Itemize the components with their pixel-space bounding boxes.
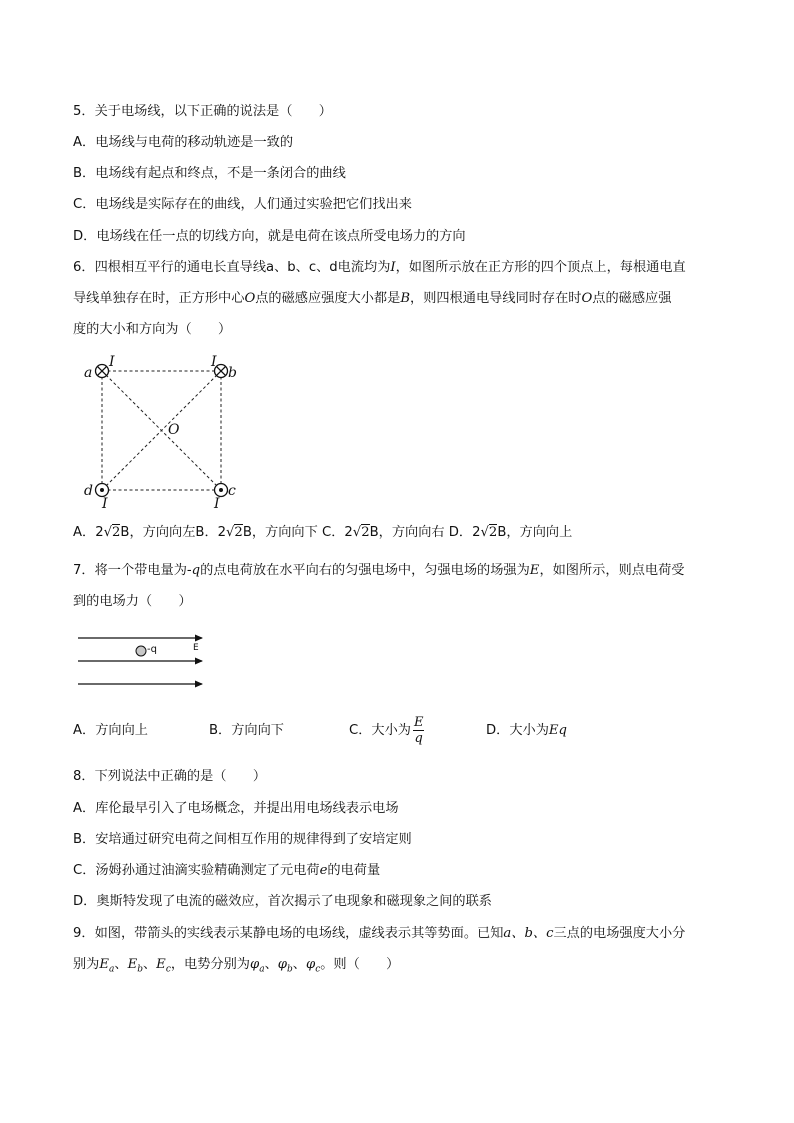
- q6-option-d: D．2√2B，方向向上: [448, 525, 573, 540]
- q6-square-figure: [80, 352, 250, 510]
- q7-option-d: D．大小为Eq: [486, 723, 567, 738]
- q8-option-b: B．安培通过研究电荷之间相互作用的规律得到了安培定则: [73, 832, 412, 847]
- q5-stem: 5．关于电场线，以下正确的说法是（ ）: [73, 104, 332, 119]
- q9-stem-line2: 别为$E_a$、$E_b$、$E_c$，电势分别为$\varphi_a$、$\varphi_b$、$\varphi_c$。则（ ）: [73, 957, 400, 975]
- center-o-label: O: [168, 422, 180, 438]
- point-charge-icon: [136, 646, 146, 656]
- q8-option-d: D．奥斯特发现了电流的磁效应，首次揭示了电现象和磁现象之间的联系: [73, 894, 492, 909]
- q8-option-c: C．汤姆孙通过油滴实验精确测定了元电荷e的电荷量: [73, 863, 381, 878]
- q5-option-a: A．电场线与电荷的移动轨迹是一致的: [73, 135, 294, 150]
- q6-option-a: A．2√2B，方向向左: [73, 525, 196, 540]
- current-c: I: [214, 496, 220, 510]
- q7-option-a: A．方向向上: [73, 723, 148, 738]
- current-d: I: [102, 496, 108, 510]
- q7-option-c: C．大小为 $\frac{E}{q}$: [349, 714, 424, 746]
- q7-stem-line2: 到的电场力（ ）: [73, 594, 192, 609]
- q7-stem-line1: 7．将一个带电量为-q的点电荷放在水平向右的匀强电场中，匀强电场的场强为E，如图所示，则点电荷受: [73, 563, 685, 578]
- charge-label: -q: [147, 644, 157, 655]
- q7-option-b: B．方向向下: [209, 723, 284, 738]
- wire-c-dot-icon: [215, 484, 228, 497]
- wire-a-cross-icon: [96, 365, 109, 378]
- q7-field-figure: [76, 628, 216, 696]
- q6-stem-line1: 6．四根相互平行的通电长直导线a、b、c、d电流均为I，如图所示放在正方形的四个顶点上，每根通电直: [73, 260, 686, 275]
- q6-options: [73, 524, 572, 542]
- label-b: b: [228, 365, 237, 381]
- q6-option-c: C．2√2B，方向向右: [322, 525, 445, 540]
- q8-option-a: A．库伦最早引入了电场概念，并提出用电场线表示电场: [73, 801, 399, 816]
- field-label: E: [193, 643, 199, 653]
- wire-d-dot-icon: [96, 484, 109, 497]
- q6-stem-line3: 度的大小和方向为（ ）: [73, 322, 232, 337]
- label-a: a: [84, 365, 93, 381]
- q6-stem-line2: 导线单独存在时，正方形中心O点的磁感应强度大小都是B，则四根通电导线同时存在时O点的磁感应强: [73, 291, 672, 306]
- q6-option-b: B．2√2B，方向向下: [195, 525, 318, 540]
- fraction-e-over-q: $\frac{E}{q}$: [413, 714, 424, 746]
- current-a: I: [109, 354, 115, 370]
- q8-stem: 8．下列说法中正确的是（ ）: [73, 769, 267, 784]
- q5-option-b: B．电场线有起点和终点，不是一条闭合的曲线: [73, 166, 346, 181]
- q5-option-c: C．电场线是实际存在的曲线，人们通过实验把它们找出来: [73, 197, 412, 212]
- label-d: d: [84, 483, 93, 499]
- q9-stem-line1: 9．如图，带箭头的实线表示某静电场的电场线，虚线表示其等势面。已知a、b、c三点的电场强度大小分: [73, 926, 686, 941]
- q5-option-d: D．电场线在任一点的切线方向，就是电荷在该点所受电场力的方向: [73, 229, 466, 244]
- label-c: c: [228, 483, 236, 499]
- current-b: I: [211, 354, 217, 370]
